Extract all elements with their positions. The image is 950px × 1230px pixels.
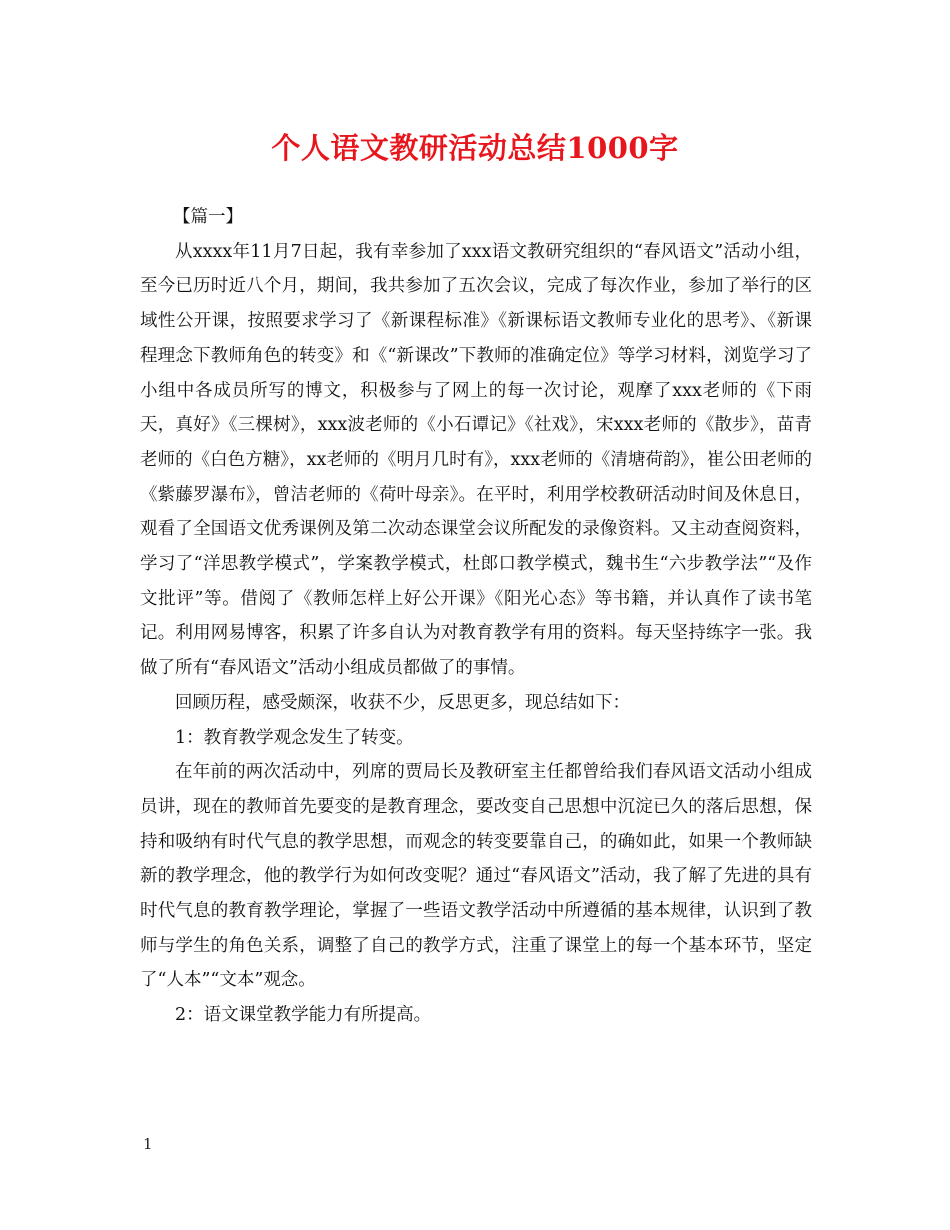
paragraph-intro: 从xxxx年11月7日起，我有幸参加了xxx语文教研究组织的“春风语文”活动小组，至今已历时近八个月，期间，我共参加了五次会议，完成了每次作业，参加了举行的区域性公开课，按照要求学习了《新课程标准》《新课标语文教师专业化的思考》、《新课程理念下教师角色的转变》和《“新课改”下教师的准确定位》等学习材料，浏览学习了小组中各成员所写的博文，积极参与了网上的每一次讨论，观摩了xxx老师的《下雨天，真好》《三棵树》，xxx波老师的《小石谭记》《社戏》，宋xxx老师的《散步》，苗青老师的《白色方糖》，xx老师的《明月几时有》，xxx老师的《清塘荷韵》，崔公田老师的《紫藤罗瀑布》，曾洁老师的《荷叶母亲》。在平时，利用学校教研活动时间及休息日，观看了全国语文优秀课例及第二次动态课堂会议所配发的录像资料。又主动查阅资料，学习了“洋思教学模式”，学案教学模式，杜郎口教学模式，魏书生“六步教学法”“及作文批评”等。借阅了《教师怎样上好公开课》《阳光心态》等书籍，并认真作了读书笔记。利用网易博客，积累了许多自认为对教育教学有用的资料。每天坚持练字一张。我做了所有“春风语文”活动小组成员都做了的事情。 (140, 241, 812, 679)
paragraph-review: 回顾历程，感受颇深，收获不少，反思更多，现总结如下： (175, 692, 630, 713)
paragraph-point-2-heading: 2：语文课堂教学能力有所提高。 (175, 1005, 432, 1026)
section-label: 【篇一】 (173, 207, 243, 227)
document-title: 个人语文教研活动总结1000字 (271, 131, 679, 165)
page-number: 1 (143, 1135, 153, 1153)
document-body (140, 200, 812, 1033)
paragraph-point-1-heading: 1：教育教学观念发生了转变。 (175, 727, 414, 748)
paragraph-point-1-body: 在年前的两次活动中，列席的贾局长及教研室主任都曾给我们春风语文活动小组成员讲，现在的教师首先要变的是教育理念，要改变自己思想中沉淀已久的落后思想，保持和吸纳有时代气息的教学思想，而观念的转变要靠自己，的确如此，如果一个教师缺新的教学理念，他的教学行为如何改变呢？通过“春风语文”活动，我了解了先进的具有时代气息的教育教学理论，掌握了一些语文教学活动中所遵循的基本规律，认识到了教师与学生的角色关系，调整了自己的教学方式，注重了课堂上的每一个基本环节，坚定了“人本”“文本”观念。 (140, 762, 812, 991)
